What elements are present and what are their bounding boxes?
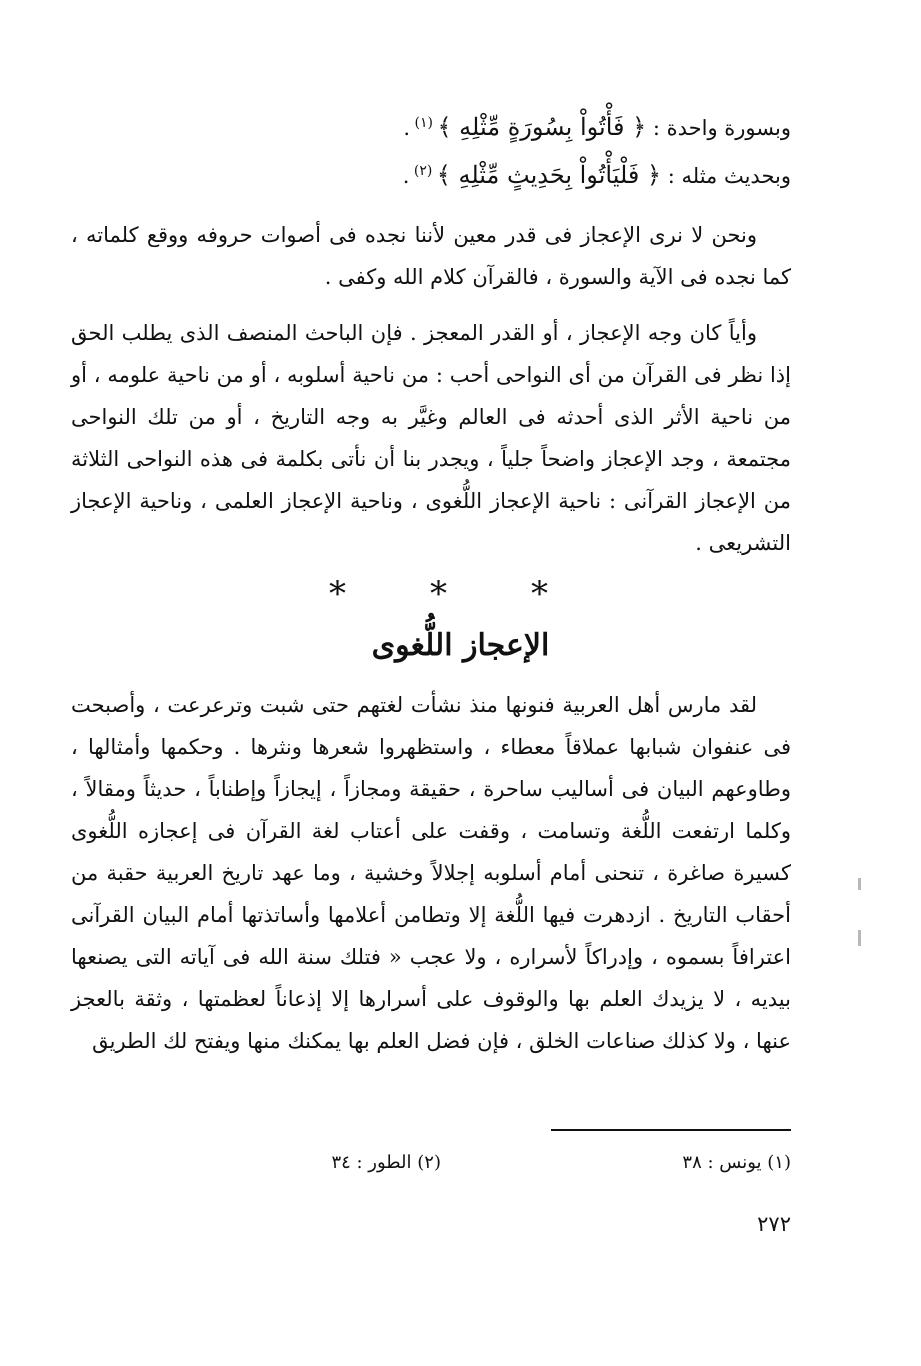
quran-quote: ﴿ فَأْتُواْ بِسُورَةٍ مِّثْلِهِ ﴾ — [437, 113, 647, 141]
footnote-separator — [551, 1129, 791, 1131]
footnote-marker: (١) — [410, 115, 438, 131]
paragraph-linguistic-miracle — [71, 684, 791, 1062]
footnote-2: (٢) الطور : ٣٤ — [331, 1152, 441, 1173]
scan-speck — [858, 878, 861, 890]
divider-star: * — [531, 574, 592, 614]
paragraph-aspects — [71, 312, 791, 564]
paragraph-text: لقد مارس أهل العربية فنونها منذ نشأت لغتهم حتى شبت وترعرعت ، وأصبحت فى عنفوان شبابها عملاقاً معطاء ، واستظهروا شعرها ونثرها . وحكمها وأمثالها ، وطاوعهم البيان فى أساليب ساحرة ، حقيقة ومجازاً ، إيجازاً وإطناباً ، حديثاً ومقالاً ، وكلما ارتفعت اللُّغة وتسامت ، وقفت على أعتاب لغة القرآن فى إعجازه اللُّغوى كسيرة صاغرة ، تنحنى أمام أسلوبه إجلالاً وخشية ، وما عهد تاريخ العربية حقبة من أحقاب التاريخ . ازدهرت فيها اللُّغة إلا وتطامن أعلامها وأساتذتها أمام البيان القرآنى اعترافاً بسموه ، وإدراكاً لأسراره ، ولا عجب « فتلك سنة الله فى آياته التى يصنعها بيديه ، لا يزيدك العلم بها والوقوف على أسرارها إلا إذعاناً لعظمتها ، وثقة بالعجز عنها ، ولا كذلك صناعات الخلق ، فإن فضل العلم بها يمكنك منها ويفتح لك الطريق — [71, 693, 791, 1053]
page-number: ٢٧٢ — [757, 1212, 791, 1236]
verse-line-1 — [71, 106, 791, 149]
paragraph-text: وأياً كان وجه الإعجاز ، أو القدر المعجز . فإن الباحث المنصف الذى يطلب الحق إذا نظر فى القرآن من أى النواحى أحب : من ناحية أسلوبه ، أو من ناحية علومه ، أو من ناحية الأثر الذى أحدثه فى العالم وغيَّر به وجه التاريخ ، أو من تلك النواحى مجتمعة ، وجد الإعجاز واضحاً جلياً ، ويجدر بنا أن نأتى بكلمة فى هذه النواحى الثلاثة من الإعجاز القرآنى : ناحية الإعجاز اللُّغوى ، وناحية الإعجاز العلمى ، وناحية الإعجاز التشريعى . — [71, 321, 791, 555]
section-divider — [0, 574, 921, 614]
scan-speck — [858, 930, 861, 946]
verse-line-2 — [71, 154, 791, 197]
verse-intro: وبحديث مثله : — [661, 164, 791, 188]
divider-star: * — [430, 574, 491, 614]
verse-end: . — [403, 116, 411, 140]
footnote-marker: (٢) — [409, 163, 437, 179]
section-heading: الإعجاز اللُّغوى — [371, 628, 550, 663]
quran-quote: ﴿ فَلْيَأْتُواْ بِحَدِيثٍ مِّثْلِهِ ﴾ — [436, 161, 662, 189]
verse-end: . — [402, 164, 410, 188]
footnote-1: (١) يونس : ٣٨ — [682, 1152, 791, 1173]
verse-intro: وبسورة واحدة : — [646, 116, 791, 140]
paragraph-miracle-measure — [71, 214, 791, 298]
paragraph-text: ونحن لا نرى الإعجاز فى قدر معين لأننا نجده فى أصوات حروفه ووقع كلماته ، كما نجده فى الآية والسورة ، فالقرآن كلام الله وكفى . — [71, 223, 791, 289]
divider-star: * — [329, 574, 390, 614]
